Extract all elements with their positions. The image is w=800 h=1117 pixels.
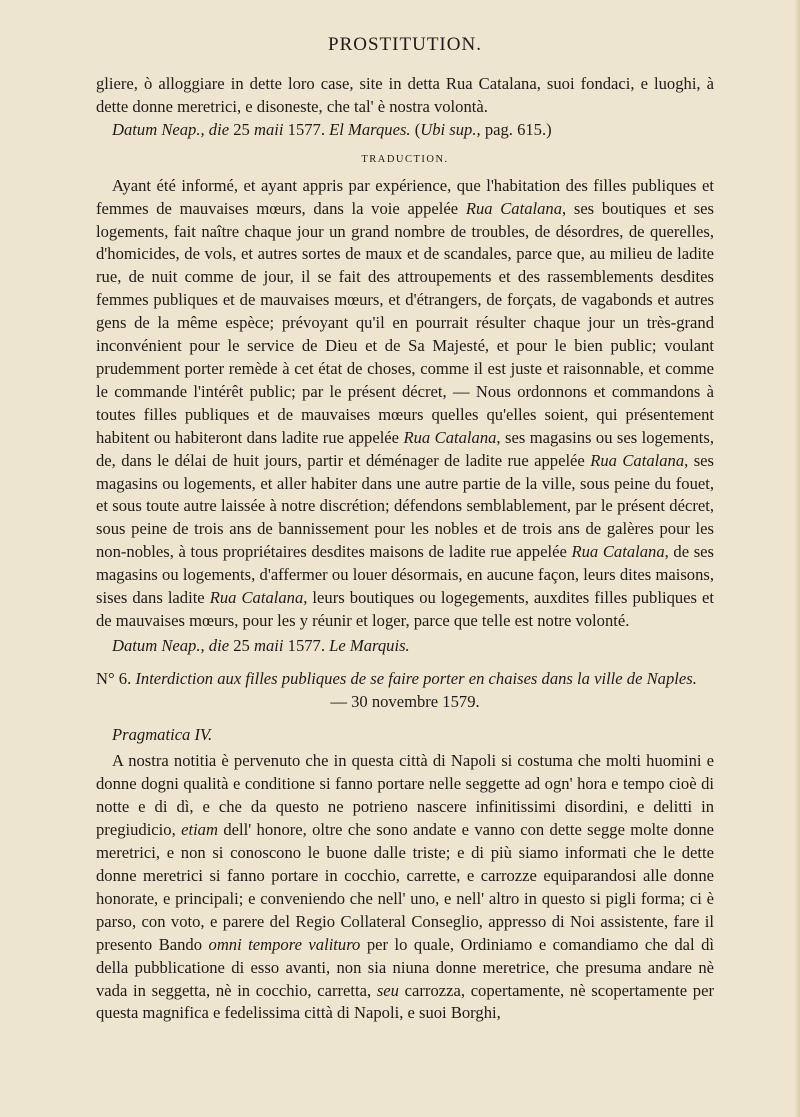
dateline-month: maii	[253, 635, 284, 655]
article-6-title	[96, 668, 714, 691]
italian-fragment	[96, 73, 714, 119]
translation-seg-1: Ayant été informé, et ayant appris par expérience, que l'habitation des filles publiques et femmes de mauvaises mœurs, dans la voie appelée	[96, 175, 714, 218]
translation-seg-4: , ses magasins ou logements, et aller habiter dans une autre partie de la ville, sous peine du fouet, et sous toute autre laissée à notre discrétion; défendons semblablement, par le présent décret, sous peine de trois ans de bannissement pour les nobles et de trois ans de galères pour les non-nobles, à tous propriétaires desdites maisons de ladite rue appelée	[96, 450, 715, 562]
pragmatica-seg-2: dell' honore, oltre che sono andate e vanno con dette segge molte donne meretrici, e non si conoscono le buone dalle triste; e di più siamo informati che le dette donne meretrici si fanno portare in cocchio, carrette, e carrozze equiparandosi alle donne honorate, e principali; e conveniendo che nell' uno, e nell' altro in questo si pigli forma; ci è parso, con voto, e parere del Regio Collateral Conseglio, appresso di Noi assistente, fare il presento Bando	[96, 820, 714, 954]
running-title: PROSTITUTION.	[328, 34, 482, 55]
street-name: Rua Catalana	[209, 588, 304, 608]
ref-open: (	[414, 119, 421, 139]
dateline-datum: Datum Neap., die	[112, 119, 230, 139]
dateline-day: 25	[233, 119, 250, 139]
italian-dateline	[96, 119, 714, 142]
translation-seg-5: , de ses magasins ou logements, d'affermer ou louer désormais, en aucune façon, leurs dites maisons, sises dans ladite	[96, 542, 715, 608]
street-name: Rua Catalana	[403, 427, 497, 447]
translation-heading: TRADUCTION.	[361, 153, 449, 165]
pragmatica-seg-4: carrozza, copertamente, nè scopertamente per questa magnifica e fedelissima città di Napoli, e suoi Borghi,	[96, 980, 714, 1023]
translation-seg-2: , ses boutiques et ses logements, fait naître chaque jour un grand nombre de troubles, de désordres, de querelles, d'homicides, de vols, et autres sortes de maux et de scandales, parce que, au milieu de ladite rue, de nuit comme de jour, il se fait des attroupements et des rassemblements desdites femmes publiques et de mauvaises mœurs, et d'étrangers, de forçats, de vagabonds et autres gens de la même espèce; prévoyant qu'il en pourrait résulter chaque jour un très-grand inconvénient pour le service de Dieu et de Sa Majesté, et pour le bien public; voulant prudemment porter remède à cet état de choses, comme il est juste et raisonnable, et comme le commande l'intérêt public; par le présent décret, — Nous ordonnons et commandons à toutes filles publiques et de mauvaises mœurs quelles qu'elles soient, qui présentement habitent ou habiteront dans ladite rue appelée	[96, 198, 714, 447]
street-name: Rua Catalana	[590, 450, 685, 470]
page-edge-shadow	[794, 0, 800, 1117]
ref-page: pag. 615.)	[484, 119, 552, 139]
pragmatica-heading-text: Pragmatica IV.	[112, 724, 213, 744]
pragmatica-heading	[96, 724, 714, 747]
pragmatica-seg-1: A nostra notitia è pervenuto che in questa città di Napoli si costuma che molti huomini e donne dogni qualità e conditione si fanno portare nelle seggette ad ogn' hora e tempo cioè di notte e di dì, e che da questo ne potrieno nascere infinitissimi disordini, e delitti in pregiudicio,	[96, 751, 714, 840]
article-6-date: — 30 novembre 1579.	[330, 691, 480, 711]
word-etiam: etiam	[181, 820, 218, 840]
article-number: N° 6.	[96, 668, 132, 688]
word-seu: seu	[376, 980, 399, 1000]
ref-ubi-sup: Ubi sup.,	[420, 119, 481, 139]
dateline-signer: Le Marquis.	[329, 635, 410, 655]
dateline-year: 1577.	[287, 635, 325, 655]
dateline-datum: Datum Neap., die	[112, 635, 230, 655]
dateline-signer: El Marques.	[329, 119, 411, 139]
translation-seg-6: , leurs boutiques ou logegements, auxdites filles publiques et de mauvaises mœurs, pour les y réunir et loger, parce que telle est notre volonté.	[96, 588, 714, 630]
translation-dateline	[96, 635, 714, 658]
dateline-day: 25	[233, 635, 250, 655]
phrase-omni-tempore: omni tempore valituro	[208, 934, 361, 954]
dateline-year: 1577.	[287, 119, 325, 139]
street-name: Rua Catalana	[465, 198, 563, 218]
article-title-text: Interdiction aux filles publiques de se faire porter en chaises dans la ville de Naples.	[135, 668, 697, 688]
pragmatica-seg-3: per lo quale, Ordiniamo e comandiamo che dal dì della pubblicatione di esso avanti, non sia niuna donne meretrice, che presuma andare nè vada in seggetta, nè in cocchio, carretta,	[96, 934, 715, 1000]
pragmatica-paragraph	[96, 750, 714, 1025]
street-name: Rua Catalana	[571, 542, 665, 562]
translation-paragraph	[96, 175, 714, 633]
italian-fragment-text: gliere, ò alloggiare in dette loro case, site in detta Rua Catalana, suoi fondaci, e luoghi, à dette donne meretrici, e disoneste, che tal' è nostra volontà.	[96, 74, 714, 116]
translation-seg-3: , ses magasins ou ses logements, de, dans le délai de huit jours, partir et déménager de ladite rue appelée	[96, 427, 714, 470]
dateline-month: maii	[253, 119, 284, 139]
